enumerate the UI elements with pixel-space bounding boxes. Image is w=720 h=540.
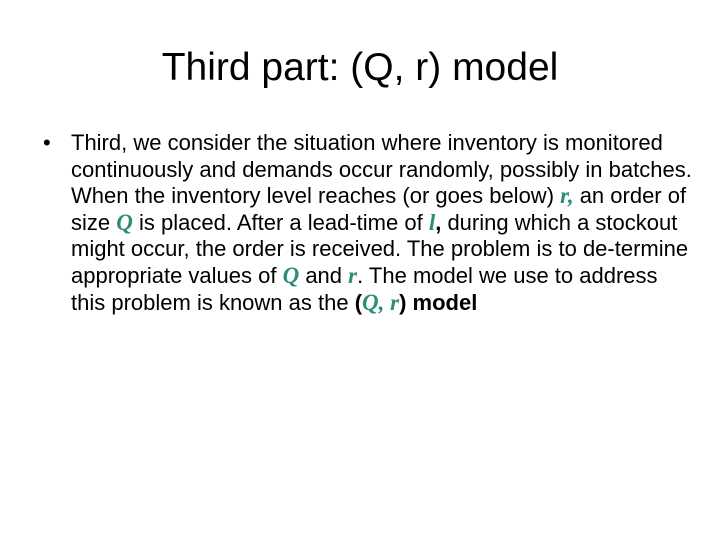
variable-r: r [348, 262, 358, 288]
bullet-icon: • [43, 130, 51, 155]
body-text-4: during which a stockout might occur, the order is received. The problem is to de-termine appropriate values of [71, 209, 689, 288]
variable-q: Q [116, 209, 133, 235]
separator: , [378, 289, 391, 315]
slide-title: Third part: (Q, r) model [161, 46, 559, 89]
variable-r: r, [560, 183, 574, 209]
body-text-7: model [406, 289, 478, 315]
variable-l: l [428, 209, 436, 235]
bullet-list [43, 130, 693, 316]
body-text-6: . The model we use to address this problem is known as the [71, 262, 658, 315]
comma: , [435, 209, 442, 235]
variable-q: Q [362, 289, 379, 315]
body-text-3: is placed. After a lead-time of [132, 209, 429, 235]
variable-r: r [390, 289, 400, 315]
body-text-2: an order of size [71, 183, 687, 235]
paren-close: ) [399, 289, 407, 315]
body-text-5: and [299, 262, 349, 288]
bullet-text [71, 130, 692, 315]
variable-q: Q [282, 262, 300, 288]
bullet-item [43, 130, 693, 316]
paren-open: ( [354, 289, 363, 315]
body-text-1: Third, we consider the situation where inventory is monitored continuously and demands occur randomly, possibly in batches. When the inventory level reaches (or goes below) [71, 130, 692, 209]
